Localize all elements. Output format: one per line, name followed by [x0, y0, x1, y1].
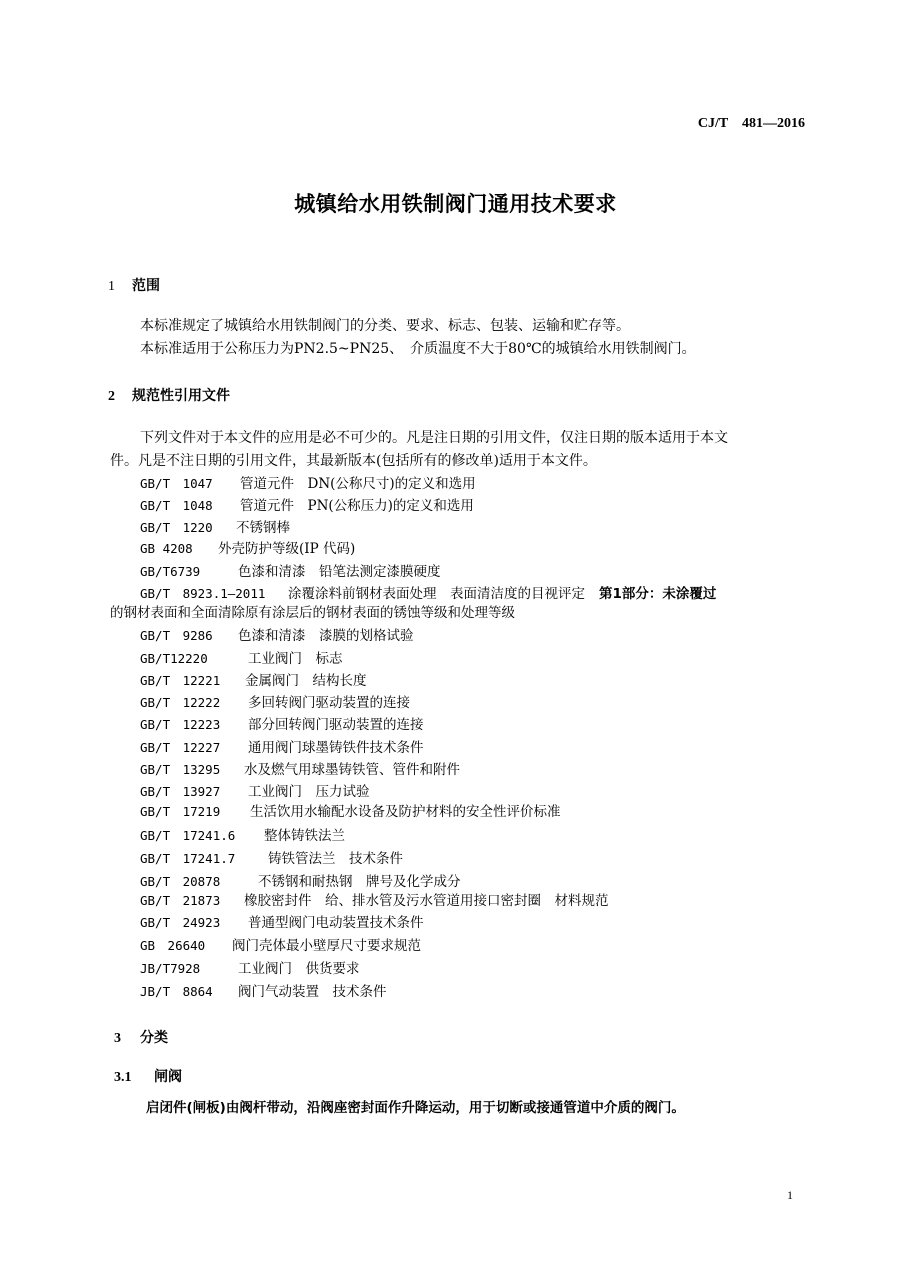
- reference-title: 阀门气动装置 技术条件: [238, 984, 387, 1000]
- subsection-3-1-title: 闸阀: [154, 1069, 182, 1085]
- reference-title: 不锈钢棒: [236, 520, 290, 536]
- reference-code: GB/T 1220: [140, 520, 213, 535]
- reference-code: GB/T 1047: [140, 476, 213, 491]
- reference-item: [140, 911, 424, 931]
- section-3-title: 分类: [140, 1030, 168, 1046]
- section-1-number: 1: [108, 279, 115, 294]
- reference-title: 生活饮用水输配水设备及防护材料的安全性评价标准: [250, 804, 561, 820]
- reference-title: 通用阀门球墨铸铁件技术条件: [248, 740, 424, 756]
- reference-code: GB/T 21873: [140, 893, 221, 908]
- reference-item: [140, 647, 343, 667]
- reference-code: GB/T 17241.7: [140, 851, 236, 866]
- subsection-3-1-text: 启闭件(闸板)由阀杆带动，沿阀座密封面作升降运动，用于切断或接通管道中介质的阀门。: [146, 1100, 685, 1116]
- reference-title: 水及燃气用球墨铸铁管、管件和附件: [244, 762, 460, 778]
- section-3-heading: [114, 1027, 168, 1047]
- reference-title: 工业阀门 压力试验: [248, 784, 370, 800]
- section-1-title: 范围: [132, 278, 160, 294]
- reference-title: 管道元件 PN(公称压力)的定义和选用: [240, 498, 474, 514]
- reference-title: 外壳防护等级(IP 代码): [218, 541, 356, 557]
- reference-code: GB/T12220: [140, 651, 208, 666]
- reference-code: GB/T 24923: [140, 915, 221, 930]
- reference-title: 色漆和清漆 漆膜的划格试验: [238, 628, 414, 644]
- reference-title: 多回转阀门驱动装置的连接: [248, 695, 410, 711]
- reference-code: GB/T 1048: [140, 498, 213, 513]
- reference-code: GB 4208: [140, 541, 193, 556]
- reference-code: GB/T 12221: [140, 673, 221, 688]
- reference-title: 涂覆涂料前钢材表面处理 表面清洁度的目视评定: [288, 586, 585, 602]
- reference-code: JB/T7928: [140, 961, 201, 976]
- reference-item: [140, 889, 609, 909]
- reference-item: [140, 713, 424, 733]
- document-title: 城镇给水用铁制阀门通用技术要求: [294, 192, 617, 216]
- reference-item: [140, 516, 290, 536]
- reference-item: [140, 624, 414, 644]
- section-2-number: 2: [108, 389, 115, 404]
- reference-code: GB/T 17241.6: [140, 828, 236, 843]
- reference-code: GB/T 13927: [140, 784, 221, 799]
- reference-code: GB/T6739: [140, 564, 201, 579]
- reference-item: [140, 736, 424, 756]
- reference-title: 部分回转阀门驱动装置的连接: [248, 717, 424, 733]
- section-1-heading: [108, 275, 160, 295]
- subsection-3-1-number: 3.1: [114, 1070, 132, 1085]
- reference-title: 铸铁管法兰 技术条件: [268, 851, 403, 867]
- section-2-title: 规范性引用文件: [132, 388, 230, 404]
- reference-code: GB/T 12222: [140, 695, 221, 710]
- reference-item: [140, 582, 716, 602]
- reference-item: [140, 870, 461, 890]
- section-2-heading: [108, 385, 230, 405]
- reference-item: [140, 824, 345, 844]
- reference-item: [140, 494, 474, 514]
- subsection-3-1-heading: [114, 1066, 182, 1086]
- reference-item: [140, 560, 441, 580]
- reference-code: JB/T 8864: [140, 984, 213, 999]
- reference-title: 金属阀门 结构长度: [245, 673, 367, 689]
- section-2-intro: 件。凡是不注日期的引用文件，其最新版本(包括所有的修改单)适用于本文件。: [110, 453, 597, 469]
- reference-code: GB 26640: [140, 938, 206, 953]
- reference-continuation: 的钢材表面和全面清除原有涂层后的钢材表面的锈蚀等级和处理等级: [110, 605, 515, 621]
- page-number: 1: [787, 1188, 793, 1202]
- reference-item: [140, 980, 387, 1000]
- reference-item: [140, 934, 421, 954]
- reference-code: GB/T 20878: [140, 874, 221, 889]
- reference-title: 工业阀门 标志: [248, 651, 343, 667]
- reference-title-bold: 第1部分：未涂覆过: [599, 586, 717, 602]
- section-3-number: 3: [114, 1031, 121, 1046]
- reference-item: [140, 847, 403, 867]
- reference-title: 橡胶密封件 给、排水管及污水管道用接口密封圈 材料规范: [244, 893, 609, 909]
- reference-code: GB/T 9286: [140, 628, 213, 643]
- section-1-paragraph: 本标准规定了城镇给水用铁制阀门的分类、要求、标志、包装、运输和贮存等。: [140, 318, 630, 334]
- reference-title: 普通型阀门电动装置技术条件: [248, 915, 424, 931]
- reference-code: GB/T 12227: [140, 740, 221, 755]
- reference-title: 管道元件 DN(公称尺寸)的定义和选用: [240, 476, 476, 492]
- reference-code: GB/T 17219: [140, 804, 221, 819]
- standard-code: CJ/T 481—2016: [697, 116, 805, 131]
- reference-title: 色漆和清漆 铅笔法测定漆膜硬度: [238, 564, 441, 580]
- reference-item: [140, 691, 410, 711]
- section-2-intro: 下列文件对于本文件的应用是必不可少的。凡是注日期的引用文件，仅注日期的版本适用于本文: [140, 430, 728, 446]
- reference-code: GB/T 8923.1—2011: [140, 586, 266, 601]
- reference-code: GB/T 13295: [140, 762, 221, 777]
- reference-title: 阀门壳体最小壁厚尺寸要求规范: [232, 938, 421, 954]
- reference-item: [140, 669, 367, 689]
- reference-code: GB/T 12223: [140, 717, 221, 732]
- reference-item: [140, 957, 360, 977]
- section-1-paragraph: 本标准适用于公称压力为PN2.5~PN25、 介质温度不大于80℃的城镇给水用铁制阀门。: [140, 341, 696, 357]
- reference-item: [140, 537, 355, 557]
- reference-item: [140, 758, 460, 778]
- reference-title: 不锈钢和耐热钢 牌号及化学成分: [258, 874, 461, 890]
- reference-item: [140, 800, 561, 820]
- reference-item: [140, 780, 370, 800]
- reference-title: 工业阀门 供货要求: [238, 961, 360, 977]
- reference-title: 整体铸铁法兰: [264, 828, 345, 844]
- reference-item: [140, 472, 476, 492]
